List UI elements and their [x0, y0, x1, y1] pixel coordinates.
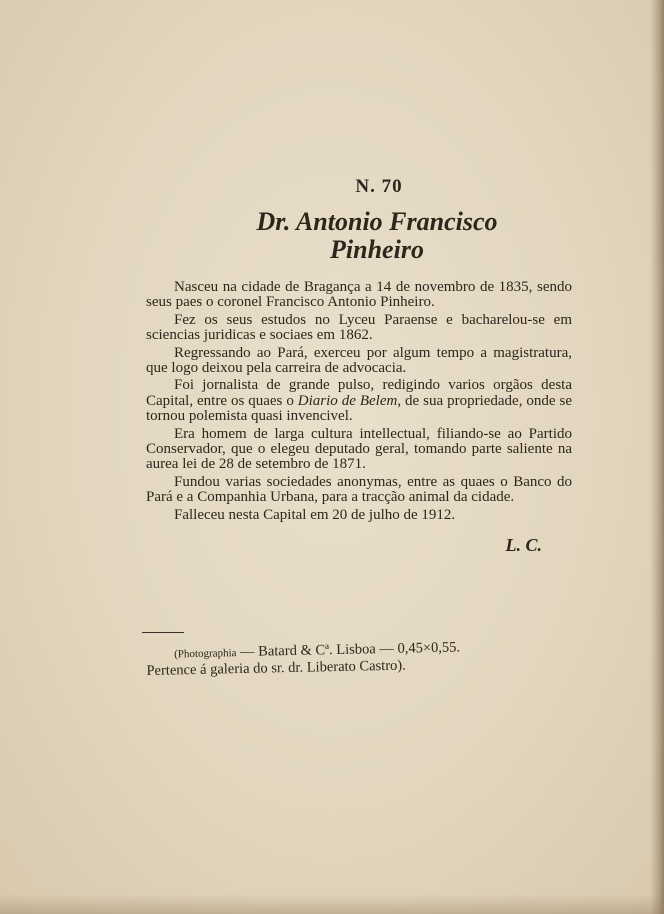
title-line-2: Pinheiro [330, 235, 424, 264]
paragraph-companies: Fundou varias sociedades anonymas, entre as quaes o Banco do Pará e a Companhia Urbana, para a tracção animal da cidade. [146, 473, 572, 506]
page-edge-shadow [650, 0, 664, 914]
footnote-divider [142, 632, 184, 633]
paragraph-death: Falleceu nesta Capital em 20 de julho de 1912. [174, 506, 456, 523]
photo-label: (Photographia [174, 647, 237, 661]
document-body [146, 176, 572, 556]
paragraph-studies: Fez os seus estudos no Lyceu Paraense e bacharelou-se em sciencias juridicas e sociaes em 1862. [146, 311, 572, 344]
footnote [146, 637, 577, 679]
paragraph-birth: Nasceu na cidade de Bragança a 14 de novembro de 1835, sendo seus paes o coronel Francisco Antonio Pinheiro. [146, 279, 572, 311]
entry-number: N. 70 [355, 176, 403, 197]
paragraph-career: Regressando ao Pará, exerceu por algum tempo a magistratura, que logo deixou pela carreira de advocacia. [146, 344, 572, 377]
photo-credit: — Batard & Cª. Lisboa — 0,45×0,55. [236, 639, 461, 661]
title-line-1: Dr. Antonio Francisco [256, 207, 498, 236]
page-bottom-shadow [0, 894, 664, 914]
footnote-line-2: Pertence á galeria do sr. dr. Liberato Castro). [146, 657, 406, 679]
journalism-text-after: , de sua propriedade, onde se tornou polemista quasi invencivel. [146, 392, 573, 425]
page-title [182, 208, 572, 264]
journalism-text-before: Foi jornalista de grande pulso, redigindo varios orgãos desta Capital, entre os quaes o [146, 377, 572, 409]
paragraph-journalism [146, 378, 572, 424]
paragraph-politics: Era homem de larga cultura intellectual, filiando-se ao Partido Conservador, que o elegeu deputado geral, tomando parte saliente na aurea lei de 28 de setembro de 1871. [146, 425, 572, 473]
author-signature: L. C. [505, 535, 542, 556]
newspaper-name: Diario de Belem [297, 392, 398, 409]
